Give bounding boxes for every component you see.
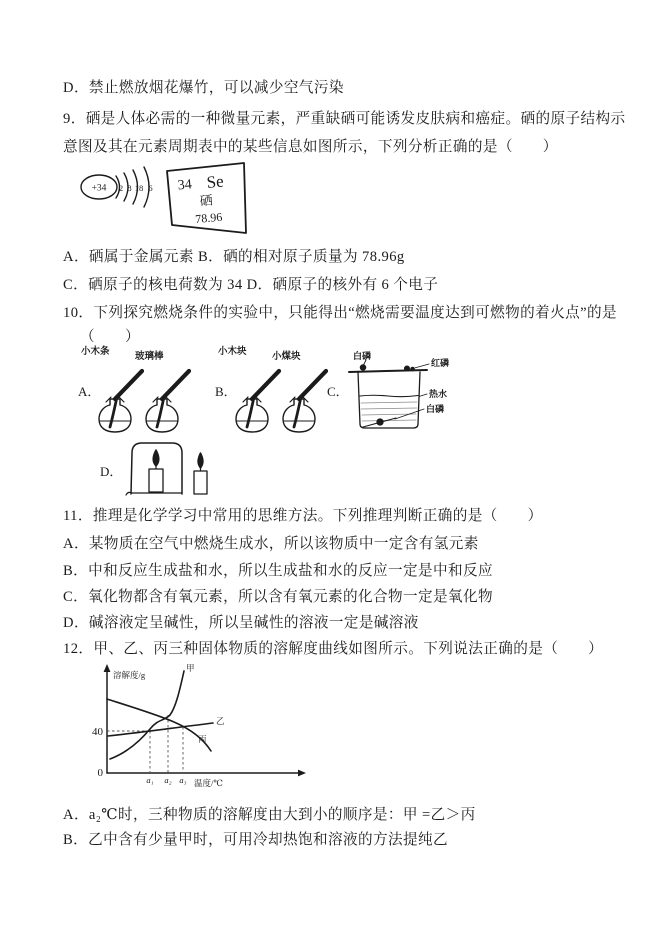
element-symbol: Se [205, 171, 225, 192]
q9-stem-line2: 意图及其在元素周期表中的某些信息如图所示，下列分析正确的是（ ） [63, 139, 558, 155]
q10-option-c-label: C． [327, 384, 349, 399]
shell3-electrons: 18 [134, 183, 144, 193]
curve-label-jia: 甲 [186, 663, 195, 673]
covered-candle [149, 469, 163, 492]
curve-label-yi: 乙 [216, 716, 225, 726]
q11-option-c: C．氧化物都含有氧元素，所以含有氧元素的化合物一定是氧化物 [63, 589, 493, 605]
label-white-phosphorus-lid: 白磷 [353, 351, 372, 361]
shell4-electrons: 6 [148, 183, 153, 193]
shell2-electrons: 8 [127, 183, 132, 193]
candle-flame [153, 450, 159, 466]
red-phosphorus-on-lid [405, 366, 410, 371]
white-phosphorus-in-water [377, 419, 383, 425]
origin-label: 0 [97, 767, 103, 779]
x-axis-label: 温度/℃ [194, 778, 223, 788]
q9-stem-line1: 9．硒是人体必需的一种微量元素，严重缺硒可能诱发皮肤病和癌症。硒的原子结构示 [63, 111, 626, 127]
open-candle [194, 471, 207, 494]
beaker-phosphorus-apparatus [349, 360, 429, 428]
label-glass-rod: 玻璃棒 [135, 352, 164, 362]
solubility-curve-chart [70, 663, 320, 803]
x-tick-a1: a₁ [146, 775, 154, 785]
q8-option-d: D．禁止燃放烟花爆竹，可以减少空气污染 [63, 80, 344, 96]
alcohol-lamp-wood-block [236, 371, 279, 432]
curve-label-bing: 丙 [198, 734, 207, 744]
label-wood-strip: 小木条 [81, 347, 110, 357]
q11-option-d: D．碱溶液定呈碱性，所以呈碱性的溶液一定是碱溶液 [63, 615, 419, 631]
x-axis-arrow [298, 770, 306, 777]
q11-option-a: A．某物质在空气中燃烧生成水，所以该物质中一定含有氢元素 [63, 536, 479, 552]
label-red-phosphorus: 红磷 [431, 358, 450, 368]
element-atomic-number: 34 [177, 177, 193, 194]
label-coal-block: 小煤块 [272, 352, 301, 362]
candles-experiment-diagram [95, 438, 225, 500]
alcohol-lamp-glass-rod [146, 371, 189, 432]
q10-option-a-label: A． [78, 384, 101, 399]
label-hot-water: 热水 [429, 389, 448, 399]
label-white-phosphorus-water: 白磷 [426, 404, 445, 414]
element-atomic-mass: 78.96 [194, 209, 223, 227]
x-tick-a2: a₂ [164, 775, 172, 785]
y-axis-arrow [104, 664, 111, 672]
q9-options-ab: A．硒属于金属元素 B．硒的相对原子质量为 78.96g [63, 249, 405, 265]
q11-stem: 11．推理是化学学习中常用的思维方法。下列推理判断正确的是（ ） [63, 508, 543, 524]
selenium-atom-structure-diagram [72, 158, 262, 250]
q9-options-cd: C．硒原子的核电荷数为 34 D．硒原子的核外有 6 个电子 [63, 277, 439, 293]
shell1-electrons: 2 [118, 183, 124, 193]
label-wood-block: 小木块 [218, 347, 247, 357]
combustion-experiments-diagram [63, 336, 463, 440]
y-tick-40: 40 [92, 726, 103, 738]
curve-jia [110, 671, 184, 759]
nucleus-charge-label: +34 [91, 183, 107, 194]
q11-option-b: B．中和反应生成盐和水，所以生成盐和水的反应一定是中和反应 [63, 563, 493, 579]
alcohol-lamp-wood-strip [99, 371, 142, 432]
q12-option-b: B．乙中含有少量甲时，可用冷却热饱和溶液的方法提纯乙 [63, 832, 448, 848]
y-axis-label: 溶解度/g [113, 670, 146, 680]
q12-stem: 12．甲、乙、丙三种固体物质的溶解度曲线如图所示。下列说法正确的是（ ） [63, 641, 604, 657]
q10-stem-line1: 10．下列探究燃烧条件的实验中，只能得出“燃烧需要温度达到可燃物的着火点”的是 [63, 305, 617, 321]
q10-stem-line2: （ ） [80, 329, 140, 345]
q12-option-a: A．a₂℃时，三种物质的溶解度由大到小的顺序是：甲 =乙＞丙 [63, 807, 476, 823]
q10-option-d-label: D． [100, 464, 123, 479]
dashed-guides [107, 715, 183, 773]
candle-flame [198, 453, 203, 468]
q10-option-b-label: B． [215, 384, 237, 399]
x-tick-a3: a₃ [179, 775, 187, 785]
alcohol-lamp-coal-block [283, 371, 326, 432]
element-name: 硒 [199, 192, 214, 209]
